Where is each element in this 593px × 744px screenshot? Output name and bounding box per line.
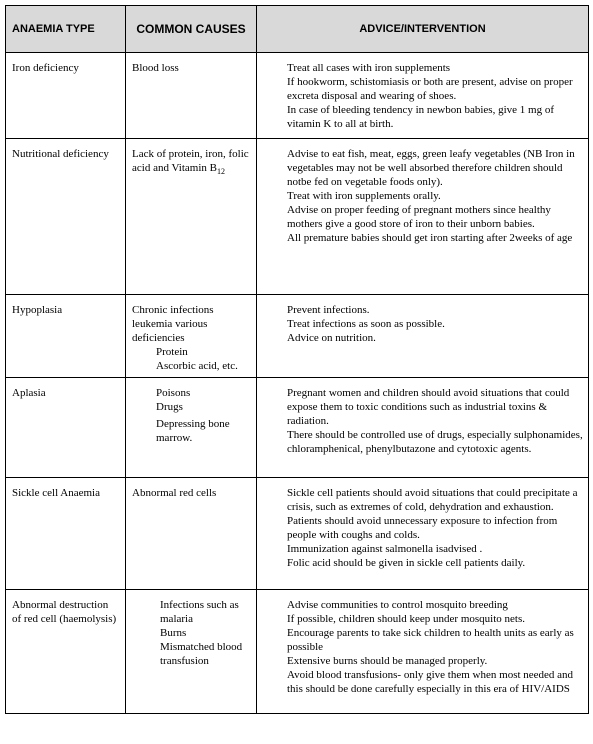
- advice-line: All premature babies should get iron starting after 2weeks of age: [287, 232, 573, 244]
- advice-cell: [257, 590, 589, 714]
- table-row: [6, 378, 589, 478]
- type-cell: [6, 53, 126, 139]
- table-row: [6, 295, 589, 378]
- cause-text: Burns: [160, 627, 187, 639]
- advice-cell: [257, 295, 589, 378]
- table-row: [6, 590, 589, 714]
- advice-line: In case of bleeding tendency in newbon babies, give 1 mg of vitamin K to all at birth.: [287, 104, 554, 130]
- advice-cell: [257, 139, 589, 295]
- table-row: [6, 478, 589, 590]
- table-row: [6, 53, 589, 139]
- advice-line: Advice on nutrition.: [287, 332, 376, 344]
- type-text: Iron deficiency: [12, 62, 79, 74]
- type-text: Abnormal destruction of red cell (haemolysis): [12, 599, 117, 625]
- advice-line: Encourage parents to take sick children to health units as early as possible: [287, 627, 574, 653]
- type-text: Nutritional deficiency: [12, 148, 109, 160]
- cause-text: Protein: [156, 346, 188, 358]
- cause-text: Chronic infections: [132, 304, 214, 316]
- advice-line: Patients should avoid unnecessary exposure to infection from people with coughs and colds.: [287, 515, 558, 541]
- advice-line: Advise to eat fish, meat, eggs, green leafy vegetables (NB Iron in vegetables may not be well absorbed therefore children should notbe fed on vegetable foods only).: [287, 148, 575, 188]
- advice-line: Immunization against salmonella isadvised .: [287, 543, 483, 555]
- advice-line: Treat infections as soon as possible.: [287, 318, 445, 330]
- causes-cell: [126, 295, 257, 378]
- cause-text: Blood loss: [132, 62, 179, 74]
- advice-line: Advise on proper feeding of pregnant mothers since healthy mothers give a good store of iron to their unborn babies.: [287, 204, 551, 230]
- advice-cell: [257, 378, 589, 478]
- advice-line: Extensive burns should be managed properly.: [287, 655, 488, 667]
- cause-text: Depressing bone marrow.: [156, 418, 230, 444]
- cause-subscript: 12: [216, 167, 225, 177]
- advice-line: Pregnant women and children should avoid situations that could expose them to toxic conditions such as industrial toxins & radiation.: [287, 387, 570, 427]
- causes-cell: [126, 478, 257, 590]
- advice-line: Treat with iron supplements orally.: [287, 190, 441, 202]
- advice-cell: [257, 478, 589, 590]
- advice-line: If hookworm, schistomiasis or both are present, advise on proper excreta disposal and wearing of shoes.: [287, 76, 573, 102]
- advice-line: Prevent infections.: [287, 304, 370, 316]
- type-text: Aplasia: [12, 387, 46, 399]
- advice-line: There should be controlled use of drugs, especially sulphonamides, chloramphenical, phenylbutazone and cytotoxic agents.: [287, 429, 583, 455]
- type-cell: [6, 590, 126, 714]
- header-anaemia-type: ANAEMIA TYPE: [6, 6, 126, 53]
- cause-text: Abnormal red cells: [132, 487, 217, 499]
- type-cell: [6, 139, 126, 295]
- cause-text: Infections such as malaria: [160, 599, 239, 625]
- header-advice: ADVICE/INTERVENTION: [257, 6, 589, 53]
- cause-text: Lack of protein, iron, folic acid and Vitamin B: [132, 148, 249, 174]
- advice-line: Avoid blood transfusions- only give them when most needed and this should be done carefully especially in this era of HIV/AIDS: [287, 669, 574, 695]
- causes-cell: [126, 590, 257, 714]
- type-text: Hypoplasia: [12, 304, 63, 316]
- table-row: [6, 139, 589, 295]
- cause-text: Poisons: [156, 387, 191, 399]
- advice-line: Treat all cases with iron supplements: [287, 62, 451, 74]
- causes-cell: [126, 378, 257, 478]
- cause-text: Drugs: [156, 401, 183, 413]
- advice-cell: [257, 53, 589, 139]
- advice-line: Sickle cell patients should avoid situations that could precipitate a crisis, such as extremes of cold, dehydration and exhaustion.: [287, 487, 578, 513]
- advice-line: If possible, children should keep under mosquito nets.: [287, 613, 525, 625]
- cause-text: leukemia various deficiencies: [132, 318, 208, 344]
- advice-line: Advise communities to control mosquito breeding: [287, 599, 508, 611]
- type-text: Sickle cell Anaemia: [12, 487, 100, 499]
- cause-text: Mismatched blood transfusion: [160, 641, 243, 667]
- type-cell: [6, 478, 126, 590]
- cause-text: Ascorbic acid, etc.: [156, 360, 238, 372]
- causes-cell: [126, 53, 257, 139]
- anaemia-table: [5, 5, 589, 714]
- header-common-causes: COMMON CAUSES: [126, 6, 257, 53]
- type-cell: [6, 295, 126, 378]
- type-cell: [6, 378, 126, 478]
- header-row: [6, 6, 589, 53]
- advice-line: Folic acid should be given in sickle cell patients daily.: [287, 557, 526, 569]
- causes-cell: [126, 139, 257, 295]
